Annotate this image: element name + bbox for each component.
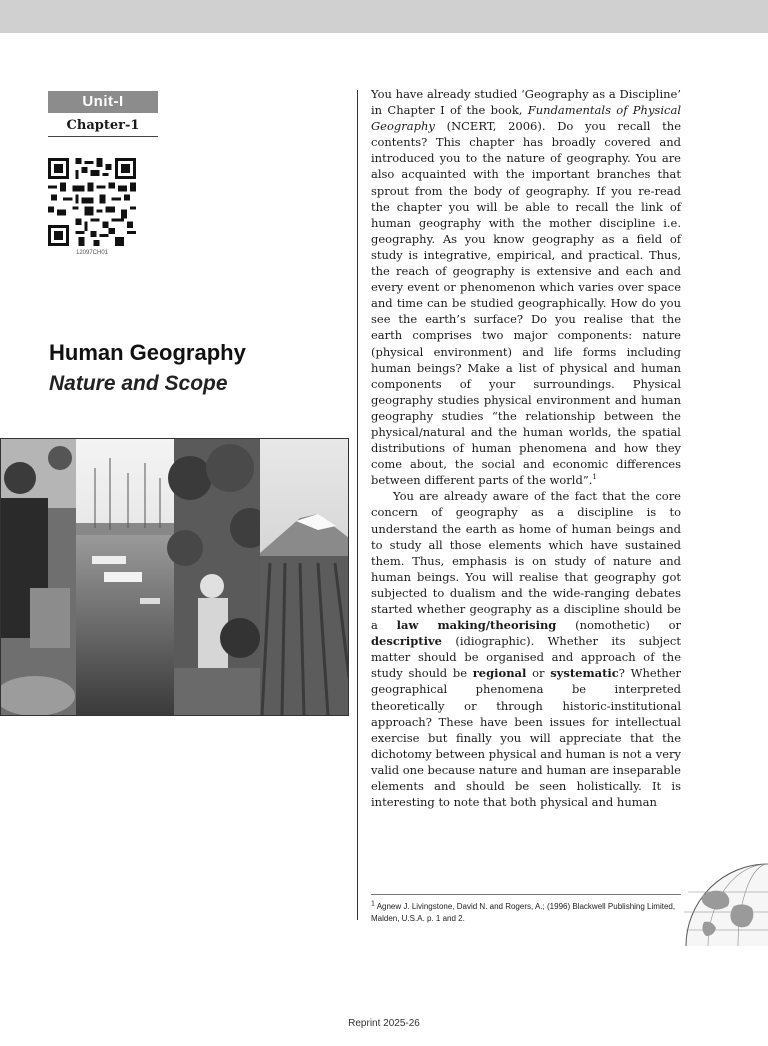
term-regional: regional — [472, 666, 527, 681]
footnote-ref: 1 — [592, 473, 597, 482]
reprint-footer: Reprint 2025-26 — [348, 1018, 420, 1029]
chapter-title: Human Geography — [49, 340, 246, 365]
term-systematic: systematic — [550, 666, 619, 681]
qr-code-icon — [48, 158, 136, 246]
unit-label: Unit-I — [48, 91, 158, 113]
term-law-making: law making/theorising — [396, 618, 557, 633]
top-band — [0, 0, 768, 33]
chapter-photo-collage — [0, 438, 349, 716]
panel-harbour-photo — [76, 438, 174, 716]
panel-farmer-photo — [0, 438, 76, 716]
globe-map-icon — [684, 862, 768, 946]
paragraph-1: You have already studied ‘Geography as a Discipline’ in Chapter I of the book, Fundamentals of Physical Geography (NCERT, 2006). Do you recall the contents? This chapter has broadly covered and introduced you to the nature of geography. You are also acquainted with the important branches that sprout from the body of geography. If you re-read the chapter you will be able to recall the link of human geography with the mother discipline i.e. geography. As you know geography as a field of study is integrative, empirical, and practical. Thus, the reach of geography is extensive and each and every event or phenomenon which varies over space and time can be studied geographically. How do you see the earth’s surface? Do you realise that the earth comprises two major components: nature (physical environment) and life forms including human beings? Make a list of physical and human components of your surroundings. Physical geography studies physical environment and human geography studies “the relationship between the physical/natural and the human worlds, the spatial distributions of human phenomena and how they come about, the social and economic differences between different parts of the world”.$^1$ — [371, 87, 681, 488]
panel-orchard-photo — [167, 438, 270, 716]
qr-code-label: 12097CH01 — [75, 250, 109, 256]
paragraph-2: You are already aware of the fact that the core concern of geography as a discipline is to understand the earth as home of human beings and to study all those elements which have sustained them. Thus, emphasis is on study of nature and human beings. You will realise that geography got subjected to dualism and the wide-ranging debates started whether geography as a discipline should be a law making/theorising (nomothetic) or descriptive (idiographic). Whether its subject matter should be organised and approach of the study should be regional or systematic? Whether geographical phenomena be interpreted theoretically or through historic-institutional approach? These have been issues for intellectual exercise but finally you will appreciate that the dichotomy between physical and human is not a very valid one because nature and human are inseparable elements and should be seen holistically. It is interesting to note that both physical and human — [371, 489, 682, 810]
column-divider — [357, 90, 358, 920]
body-text — [371, 86, 681, 810]
chapter-subtitle: Nature and Scope — [49, 372, 228, 395]
chapter-label: Chapter-1 — [48, 116, 158, 137]
panel-mountain-photo — [260, 438, 349, 716]
term-descriptive: descriptive — [371, 634, 442, 649]
footnote-divider — [371, 894, 681, 895]
footnote: $^1$ Agnew J. Livingstone, David N. and Rogers, A.; (1996) Blackwell Publishing Limited, Malden, U.S.A. p. 1 and 2. — [371, 900, 676, 923]
book-title: Fundamentals of Physical Geography — [371, 103, 681, 134]
